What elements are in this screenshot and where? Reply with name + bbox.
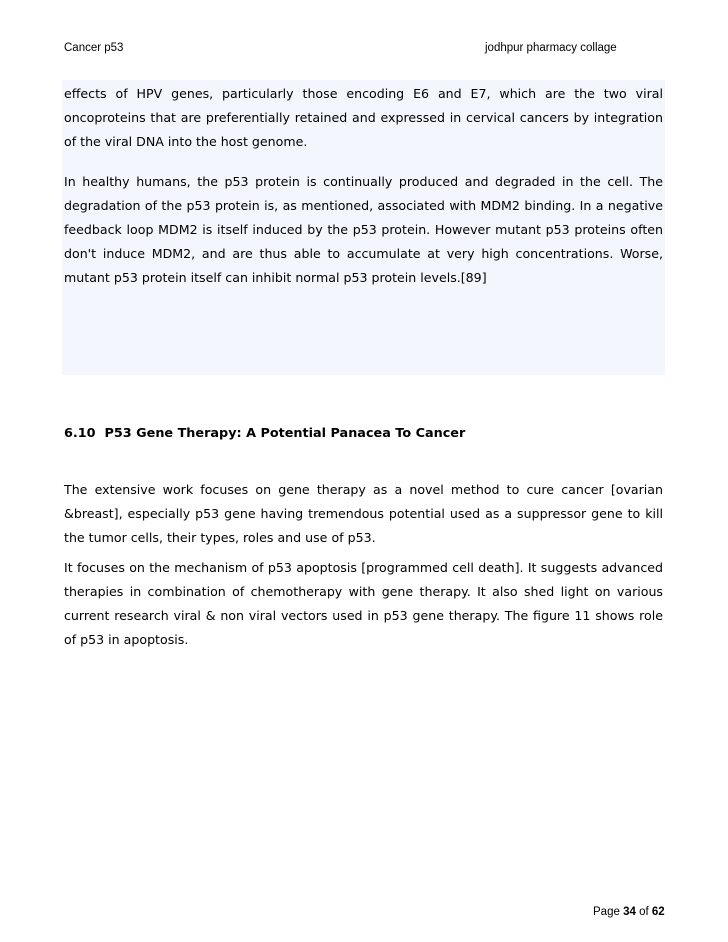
paragraph-hpv-genes: effects of HPV genes, particularly those encoding E6 and E7, which are the two viral oncoproteins that are preferentially retained and expressed in cervical cancers by integration of the viral DNA into the host genome. — [64, 86, 663, 149]
section-number: 6.10 — [64, 426, 96, 441]
page-of-label: of — [639, 906, 649, 918]
page-number — [593, 906, 665, 918]
total-pages: 62 — [651, 906, 665, 918]
page-label: Page — [593, 906, 620, 918]
paragraph-gene-therapy: The extensive work focuses on gene therapy as a novel method to cure cancer [ovarian &breast], especially p53 gene having tremendous potential used as a suppressor gene to kill the tumor cells, their types, roles and use of p53. — [64, 482, 663, 545]
paragraph-p53-degradation: In healthy humans, the p53 protein is continually produced and degraded in the cell. The degradation of the p53 protein is, as mentioned, associated with MDM2 binding. In a negative feedback loop MDM2 is itself induced by the p53 protein. However mutant p53 proteins often don't induce MDM2, and are thus able to accumulate at very high concentrations. Worse, mutant p53 protein itself can inhibit normal p53 protein levels.[89] — [64, 174, 663, 285]
current-page: 34 — [623, 906, 636, 918]
section-heading — [64, 426, 465, 441]
header-institution: jodhpur pharmacy collage — [485, 42, 617, 54]
section-title: P53 Gene Therapy: A Potential Panacea To Cancer — [104, 426, 466, 441]
paragraph-apoptosis: It focuses on the mechanism of p53 apoptosis [programmed cell death]. It suggests advanced therapies in combination of chemotherapy with gene therapy. It also shed light on various current research viral & non viral vectors used in p53 gene therapy. The figure 11 shows role of p53 in apoptosis. — [64, 560, 663, 647]
header-document-title: Cancer p53 — [64, 42, 124, 54]
